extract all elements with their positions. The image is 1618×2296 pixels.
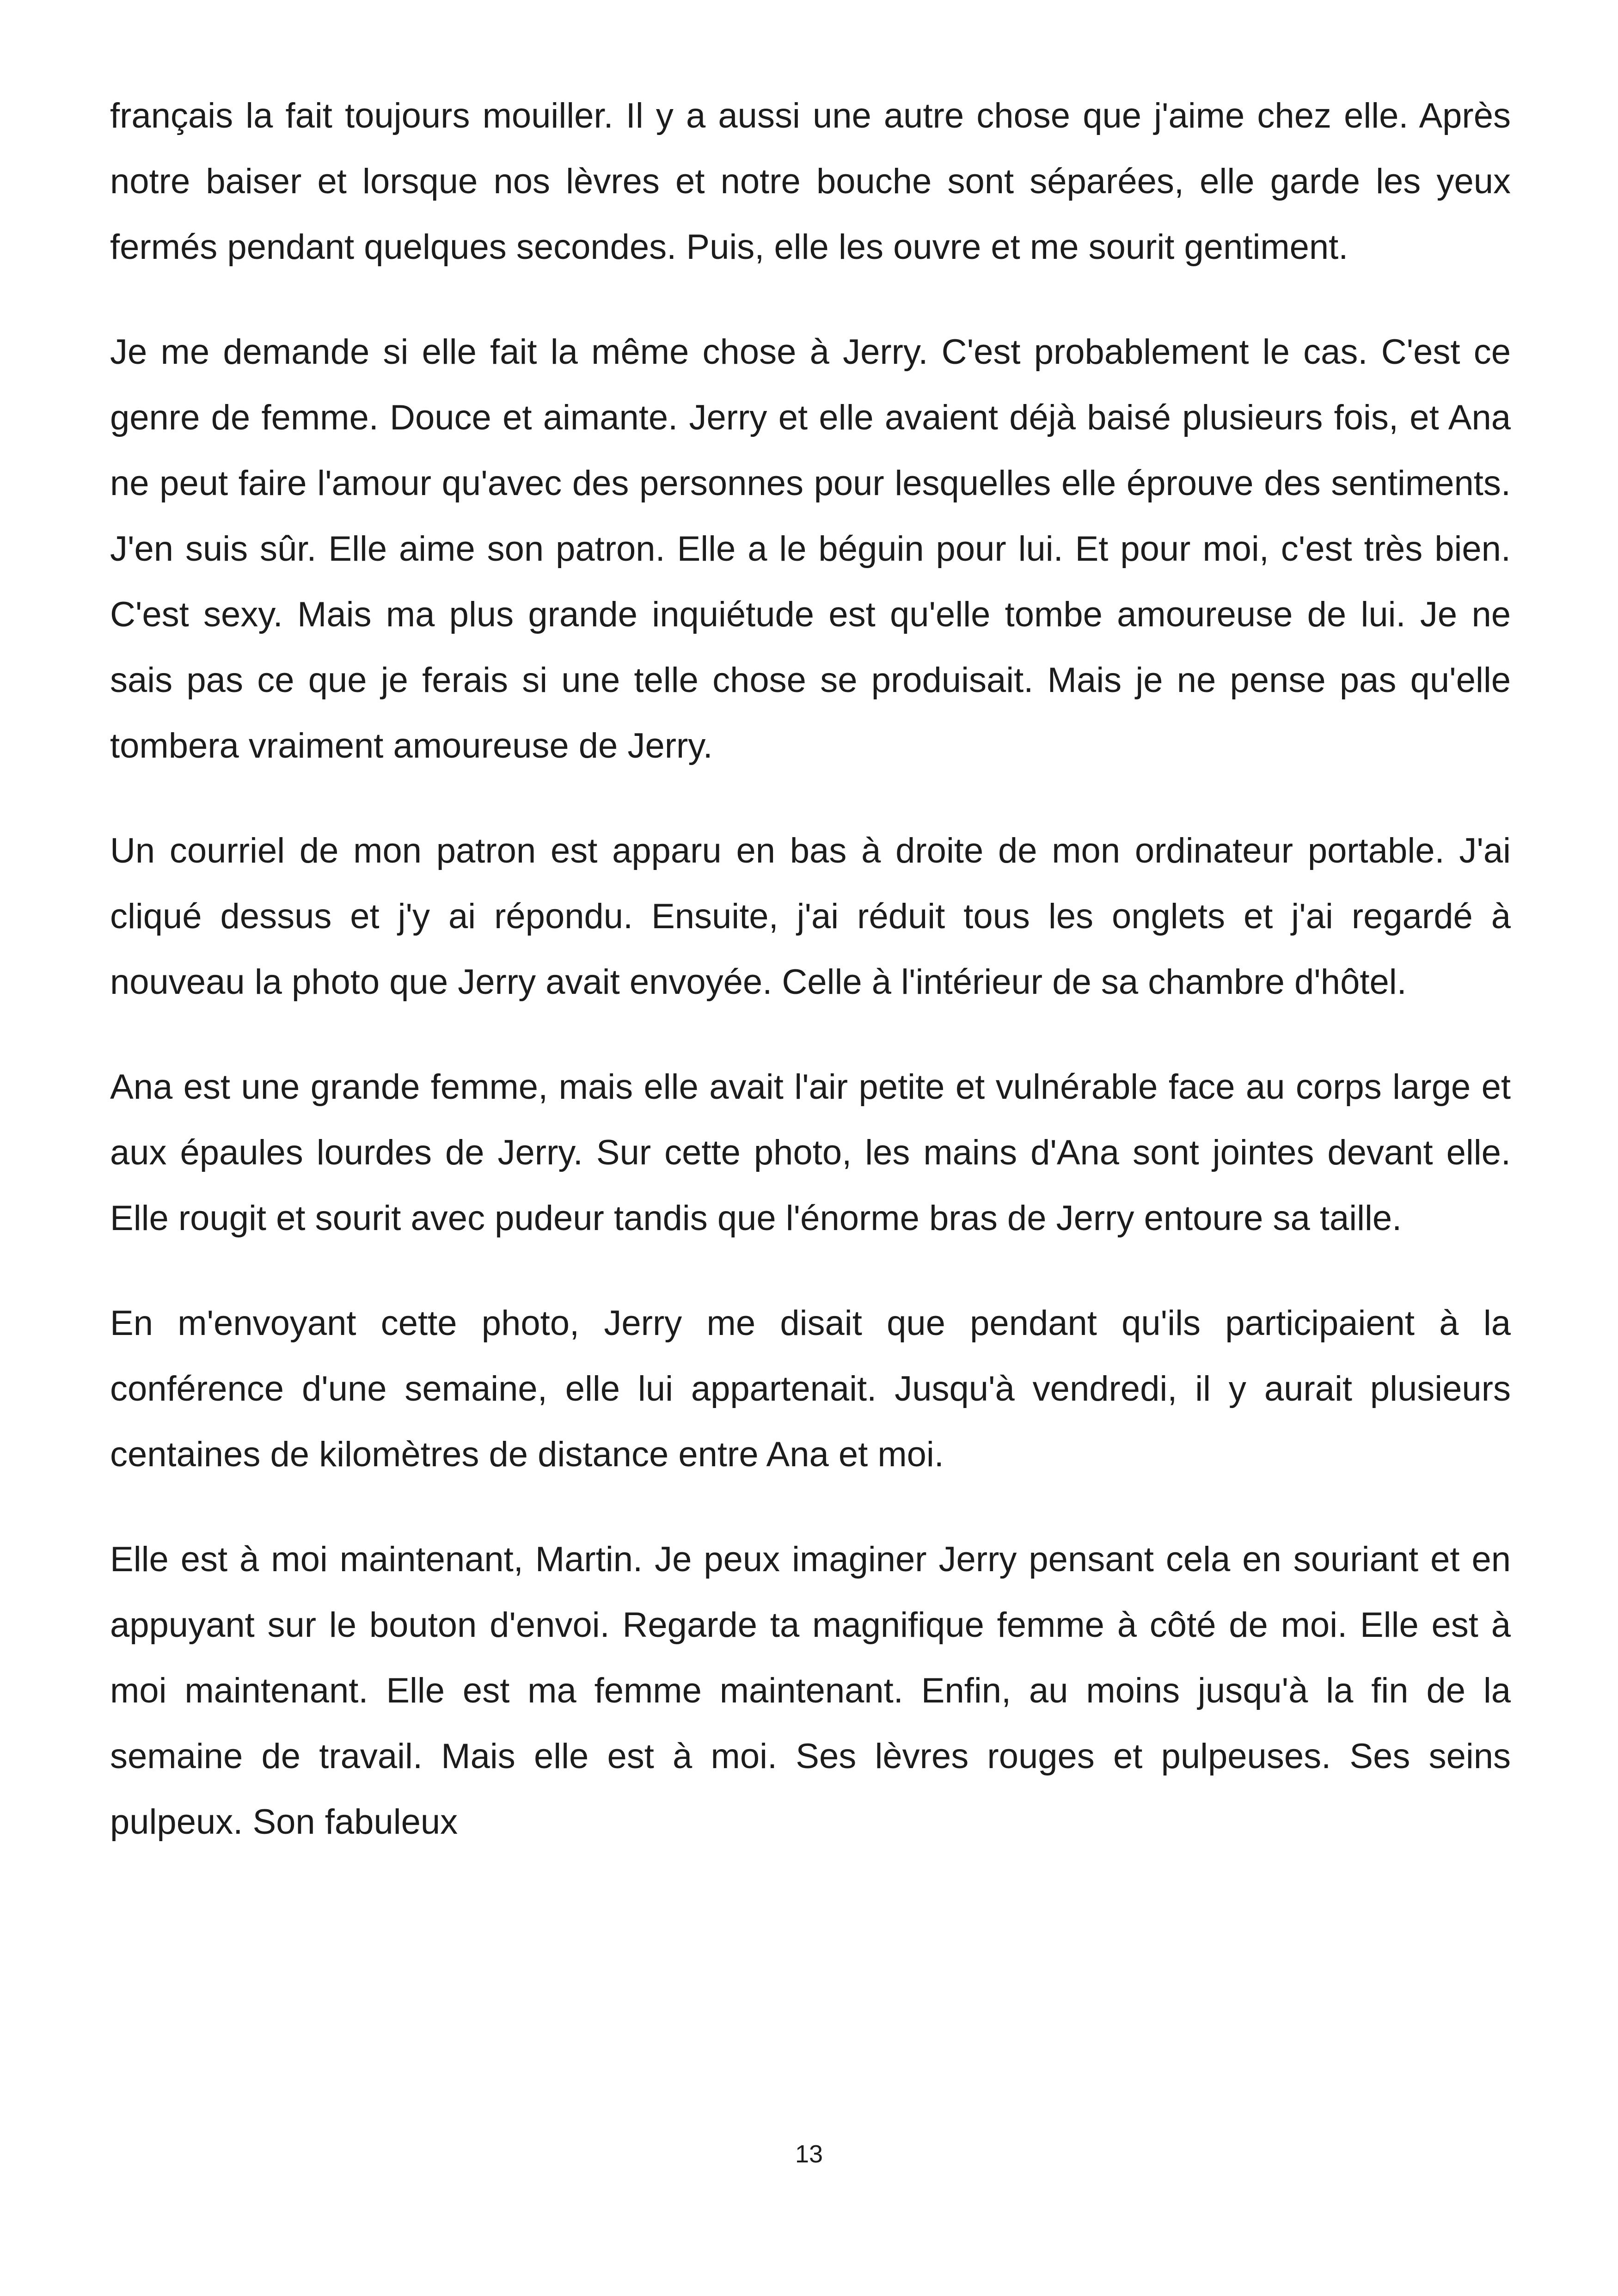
body-text [110, 83, 1511, 1894]
paragraph-4: Ana est une grande femme, mais elle avait l'air petite et vulnérable face au corps large et aux épaules lourdes de Jerry. Sur cette photo, les mains d'Ana sont jointes devant elle. Elle rougit et sourit avec pudeur tandis que l'énorme bras de Jerry entoure sa taille. [110, 1067, 1511, 1238]
paragraph-6: Elle est à moi maintenant, Martin. Je peux imaginer Jerry pensant cela en souriant et en appuyant sur le bouton d'envoi. Regarde ta magnifique femme à côté de moi. Elle est à moi maintenant. Elle est ma femme maintenant. Enfin, au moins jusqu'à la fin de la semaine de travail. Mais elle est à moi. Ses lèvres rouges et pulpeuses. Ses seins pulpeux. Son fabuleux [110, 1540, 1511, 1842]
paragraph-1: français la fait toujours mouiller. Il y a aussi une autre chose que j'aime chez elle. Après notre baiser et lorsque nos lèvres et notre bouche sont séparées, elle garde les yeux fermés pendant quelques secondes. Puis, elle les ouvre et me sourit gentiment. [110, 96, 1511, 267]
paragraph-2: Je me demande si elle fait la même chose à Jerry. C'est probablement le cas. C'est ce genre de femme. Douce et aimante. Jerry et elle avaient déjà baisé plusieurs fois, et Ana ne peut faire l'amour qu'avec des personnes pour lesquelles elle éprouve des sentiments. J'en suis sûr. Elle aime son patron. Elle a le béguin pour lui. Et pour moi, c'est très bien. C'est sexy. Mais ma plus grande inquiétude est qu'elle tombe amoureuse de lui. Je ne sais pas ce que je ferais si une telle chose se produisait. Mais je ne pense pas qu'elle tombera vraiment amoureuse de Jerry. [110, 332, 1511, 765]
paragraph-3: Un courriel de mon patron est apparu en bas à droite de mon ordinateur portable. J'ai cliqué dessus et j'y ai répondu. Ensuite, j'ai réduit tous les onglets et j'ai regardé à nouveau la photo que Jerry avait envoyée. Celle à l'intérieur de sa chambre d'hôtel. [110, 831, 1511, 1002]
paragraph-5: En m'envoyant cette photo, Jerry me disait que pendant qu'ils participaient à la conférence d'une semaine, elle lui appartenait. Jusqu'à vendredi, il y aurait plusieurs centaines de kilomètres de distance entre Ana et moi. [110, 1304, 1511, 1474]
page-number: 13 [795, 2140, 823, 2168]
